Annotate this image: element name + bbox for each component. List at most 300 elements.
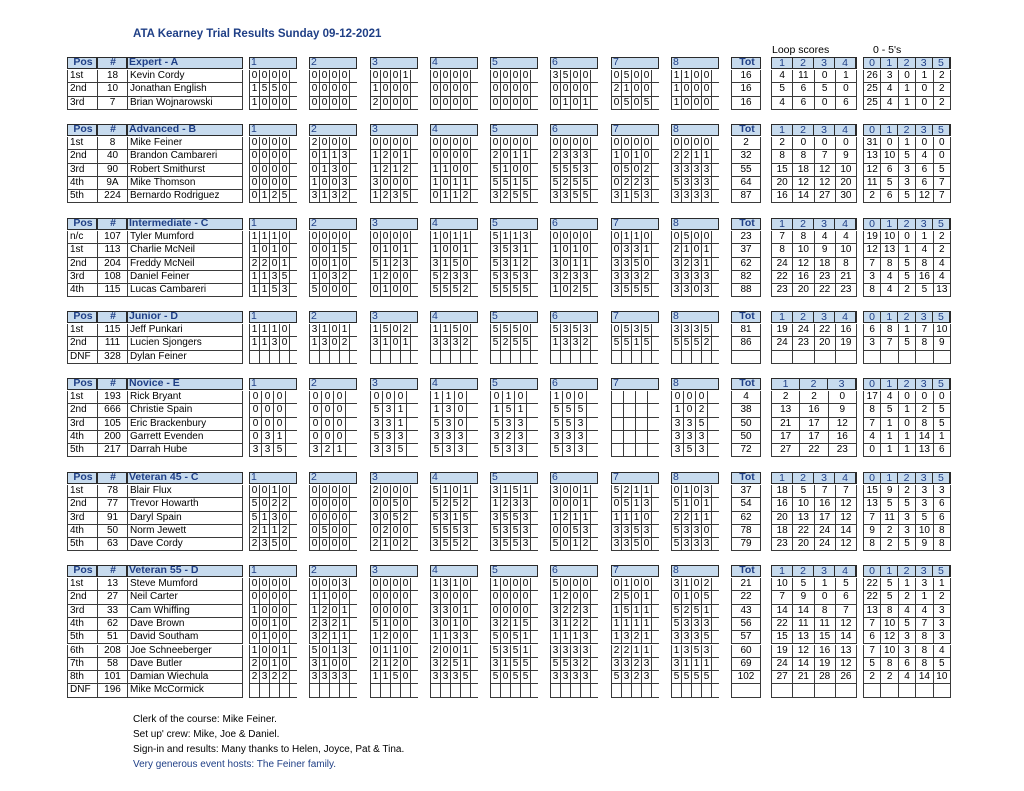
section-score-cell [611,444,659,457]
loop-digit: 0 [280,337,290,349]
section-score-cell [490,431,538,444]
section-score-cell [370,337,418,350]
loop-digit: 1 [330,258,340,270]
loop-digit: 0 [381,137,391,149]
loop-scores [771,444,857,457]
five-counts-value: 5 [881,591,898,603]
section-digits [491,244,538,256]
loop-scores-value: 18 [772,525,793,537]
loop-digit: 0 [260,137,270,149]
loop-digit: 3 [330,671,340,683]
loop-digit: 0 [340,97,350,109]
section-score-cell [430,150,478,163]
loop-digit: 1 [501,658,511,670]
header-five-5: 5 [933,125,950,135]
loop-digit: 3 [622,244,632,256]
rider-number-cell: 33 [97,605,127,618]
section-score-cell [370,671,418,684]
loop-digit: 1 [682,244,692,256]
position-cell: 3rd [67,512,97,525]
section-digits [491,591,538,603]
five-counts-value: 6 [934,444,951,456]
loop-digit: 0 [501,137,511,149]
section-score-cell [370,591,418,604]
loop-digit: 5 [622,498,632,510]
section-score-cell [370,618,418,631]
header-num: # [110,218,116,229]
rider-number-cell: 105 [97,418,127,431]
rider-number-cell: 108 [97,271,127,284]
loop-digit: 0 [682,137,692,149]
loop-digit: 2 [250,658,260,670]
section-score-cell [249,418,297,431]
section-digits [250,244,297,256]
five-counts-values [864,337,951,349]
loop-digit: 0 [391,244,401,256]
section-score-cell [611,150,659,163]
loop-digit: 3 [622,658,632,670]
loop-digit: 0 [692,137,702,149]
loop-scores-value: 17 [815,512,836,524]
loop-digit [320,684,330,696]
loop-scores-value: 22 [772,618,793,630]
loop-digit: 5 [491,258,501,270]
loop-digit: 1 [702,498,712,510]
five-counts-value: 5 [899,271,916,283]
section-score-cell [430,418,478,431]
loop-digit: 5 [672,618,682,630]
loop-digit: 5 [391,671,401,683]
loop-digit: 5 [274,444,286,456]
loop-digit [441,684,451,696]
header-section-8: 8 [673,57,679,68]
loop-digit: 0 [612,498,622,510]
loop-digit: 1 [642,485,652,497]
rider-number-cell: 113 [97,244,127,257]
loop-digit: 5 [622,605,632,617]
section-score-cell [309,512,357,525]
total-cell: 22 [731,591,761,604]
section-score-cell [550,337,598,350]
loop-digit: 0 [511,137,521,149]
loop-digit: 5 [491,645,501,657]
loop-digit: 0 [330,498,340,510]
loop-digit: 5 [632,190,642,202]
loop-digit: 1 [551,512,561,524]
loop-digit: 0 [320,137,330,149]
loop-scores-value: 6 [836,591,857,603]
loop-digit: 1 [431,177,441,189]
five-counts-value: 5 [899,337,916,349]
section-digits [250,658,297,670]
header-bar [771,565,857,577]
loop-digit [250,684,260,696]
header-section-8: 8 [673,124,679,135]
loop-digit: 0 [250,391,262,403]
section-digits [551,164,598,176]
rider-name-cell: Brian Wojnarowski [127,97,243,110]
five-counts-value: 8 [864,404,881,416]
loop-digit: 0 [310,391,322,403]
section-score-cell [611,631,659,644]
section-digits [612,525,659,537]
loop-digit: 5 [682,337,692,349]
header-bar [863,472,951,484]
loop-digit: 0 [441,591,451,603]
loop-digit: 0 [401,284,411,296]
section-digits [612,431,659,443]
loop-digit: 0 [310,498,320,510]
loop-digit: 3 [682,324,692,336]
five-counts-value: 13 [864,150,881,162]
section-score-cell [309,684,357,697]
loop-scores-value: 12 [836,498,857,510]
loop-digit: 0 [330,538,340,550]
loop-digit [636,391,648,403]
five-counts [863,137,951,150]
section-score-cell [430,631,478,644]
loop-digit [491,684,501,696]
loop-digit: 5 [642,337,652,349]
section-score-cell [611,404,659,417]
loop-digit: 1 [441,164,451,176]
loop-digit: 3 [330,164,340,176]
five-counts-value: 10 [916,525,933,537]
loop-digit: 0 [391,324,401,336]
loop-digit: 0 [491,83,501,95]
five-counts-value: 11 [864,177,881,189]
loop-digit: 1 [391,164,401,176]
section-digits [551,351,598,363]
section-digits [310,258,357,270]
loop-digit: 0 [391,177,401,189]
loop-scores [771,231,857,244]
five-counts-value: 5 [899,190,916,202]
section-digits [431,351,478,363]
section-digits [491,337,538,349]
loop-digit: 1 [391,645,401,657]
loop-scores-value: 21 [836,271,857,283]
loop-digit: 5 [511,658,521,670]
loop-digit: 1 [451,618,461,630]
loop-digit: 3 [581,150,591,162]
position-cell: 1st [67,137,97,150]
five-counts-value: 19 [864,231,881,243]
rider-number-cell: 111 [97,337,127,350]
loop-digit: 0 [461,591,471,603]
loop-scores-value: 27 [772,444,800,456]
loop-digit: 0 [381,605,391,617]
loop-digit: 0 [262,404,274,416]
five-counts [863,190,951,203]
loop-digit: 3 [581,631,591,643]
loop-digit: 1 [431,324,441,336]
loop-scores-value: 0 [836,137,857,149]
loop-digit [391,684,401,696]
loop-scores-value: 15 [772,164,793,176]
loop-digit: 2 [682,258,692,270]
loop-digit: 3 [280,284,290,296]
loop-digit: 1 [702,605,712,617]
section-digits [551,605,598,617]
loop-digit: 1 [320,324,330,336]
total-cell: 4 [731,391,761,404]
loop-digit: 0 [491,137,501,149]
loop-scores-value: 8 [815,605,836,617]
section-score-cell [430,231,478,244]
section-score-cell [430,164,478,177]
section-score-cell [550,150,598,163]
loop-digit [320,351,330,363]
header-bar [771,472,857,484]
loop-scores-value: 5 [793,578,814,590]
loop-digit: 0 [320,645,330,657]
section-score-cell [490,97,538,110]
section-digits [612,404,659,416]
loop-scores-value: 8 [772,244,793,256]
loop-digit: 1 [441,631,451,643]
five-counts-value: 8 [916,631,933,643]
section-score-cell [370,351,418,364]
rider-name-cell: Rick Bryant [127,391,243,404]
rider-name-cell: Eric Brackenbury [127,418,243,431]
section-digits [371,538,418,550]
loop-digit: 0 [612,164,622,176]
header-section-1: 1 [251,57,257,68]
loop-digit: 0 [371,391,383,403]
loop-digit: 2 [461,538,471,550]
section-score-cell [370,418,418,431]
loop-digit: 2 [672,244,682,256]
loop-digit: 3 [443,431,455,443]
loop-digit: 0 [672,137,682,149]
loop-digit: 3 [461,271,471,283]
loop-scores-value: 4 [772,70,793,82]
loop-digit: 1 [371,671,381,683]
section-digits [491,164,538,176]
loop-digit: 2 [632,658,642,670]
position-cell: DNF [67,684,97,697]
loop-digit: 0 [461,324,471,336]
five-counts-value: 9 [881,485,898,497]
section-score-cell [550,485,598,498]
loop-digit: 2 [612,645,622,657]
header-loop-1: 1 [772,473,793,483]
loop-digit: 0 [310,512,320,524]
five-counts-value: 0 [916,391,933,403]
five-counts [863,271,951,284]
position-cell: 3rd [67,97,97,110]
section-score-cell [370,498,418,511]
loop-digit: 0 [451,164,461,176]
loop-digit: 1 [371,324,381,336]
loop-digit: 3 [491,244,501,256]
loop-digit: 3 [696,444,708,456]
section-score-cell [490,177,538,190]
loop-digit: 1 [515,404,527,416]
header-five-3: 3 [916,379,933,389]
section-digits [431,271,478,283]
section-digits [491,525,538,537]
rider-number-cell: 115 [97,324,127,337]
section-digits [491,351,538,363]
section-digits [491,70,538,82]
rider-name-cell: Steve Mumford [127,578,243,591]
section-digits [491,605,538,617]
header-loop-3: 3 [814,566,835,576]
five-counts-value: 5 [899,498,916,510]
loop-digit: 0 [371,231,381,243]
loop-digit: 1 [395,404,407,416]
section-score-cell [309,70,357,83]
five-counts [863,351,951,364]
loop-digit: 5 [391,512,401,524]
position-cell: 5th [67,190,97,203]
section-score-cell [490,618,538,631]
loop-digit: 1 [551,631,561,643]
five-counts-value: 16 [916,271,933,283]
position-cell: 3rd [67,271,97,284]
loop-scores-values [772,70,857,82]
section-digits [431,618,478,630]
loop-digit: 3 [441,605,451,617]
section-digits [310,444,357,456]
loop-digit: 3 [340,578,350,590]
loop-digit: 1 [270,618,280,630]
loop-digit: 5 [441,538,451,550]
section-score-cell [611,177,659,190]
total-cell: 50 [731,431,761,444]
loop-digit: 0 [280,97,290,109]
loop-digit: 0 [612,244,622,256]
loop-scores-value: 26 [836,671,857,683]
loop-digit: 0 [581,578,591,590]
section-score-cell [309,418,357,431]
loop-digit: 5 [511,190,521,202]
five-counts [863,525,951,538]
five-counts-value: 6 [864,324,881,336]
loop-digit: 1 [622,190,632,202]
loop-digit: 3 [672,271,682,283]
loop-digit: 2 [622,645,632,657]
position-cell: 5th [67,631,97,644]
loop-digit: 1 [571,538,581,550]
rider-name-cell: Tyler Mumford [127,231,243,244]
loop-scores-value: 12 [836,658,857,670]
section-score-cell [430,591,478,604]
section-digits [612,485,659,497]
section-score-cell [611,418,659,431]
header-section-1: 1 [251,218,257,229]
rider-name-cell: Joe Schneeberger [127,645,243,658]
section-score-cell [370,645,418,658]
section-digits [431,658,478,670]
section-score-cell [370,190,418,203]
loop-digit: 0 [330,591,340,603]
five-counts-value: 0 [899,418,916,430]
header-section-8: 8 [673,565,679,576]
loop-scores-value: 19 [836,337,857,349]
position-cell: 2nd [67,258,97,271]
section-digits [491,137,538,149]
loop-digit: 0 [270,177,280,189]
section-digits [672,418,719,430]
rider-name-cell: Lucien Sjongers [127,337,243,350]
loop-scores-value: 16 [815,645,836,657]
loop-digit [624,431,636,443]
loop-digit: 0 [491,591,501,603]
five-counts-value: 4 [864,431,881,443]
loop-digit: 2 [260,258,270,270]
loop-scores-value: 13 [793,512,814,524]
total-cell: 43 [731,605,761,618]
five-counts-value: 4 [881,83,898,95]
loop-digit: 1 [692,658,702,670]
loop-digit [632,351,642,363]
loop-scores-value: 17 [772,431,800,443]
loop-scores-values [772,284,857,296]
header-num: # [110,311,116,322]
loop-digit: 1 [320,591,330,603]
section-digits [310,337,357,349]
rider-number-cell: 51 [97,631,127,644]
loop-digit: 1 [270,244,280,256]
loop-digit [624,404,636,416]
section-digits [431,578,478,590]
loop-digit: 5 [501,284,511,296]
loop-scores [771,284,857,297]
loop-digit: 0 [260,97,270,109]
section-score-cell [430,190,478,203]
header-section-2: 2 [311,378,317,389]
loop-digit: 0 [571,591,581,603]
loop-digit: 2 [501,190,511,202]
section-digits [371,231,418,243]
loop-digit: 3 [501,271,511,283]
loop-digit: 0 [250,137,260,149]
rider-name-cell: Robert Smithurst [127,164,243,177]
section-score-cell [370,684,418,697]
section-digits [371,591,418,603]
header-five-1: 1 [881,566,898,576]
loop-digit: 1 [260,512,270,524]
header-section-2: 2 [311,311,317,322]
section-score-cell [490,578,538,591]
loop-digit: 0 [431,150,441,162]
loop-digit: 0 [280,324,290,336]
rider-name-cell: Christie Spain [127,404,243,417]
loop-digit: 1 [642,618,652,630]
loop-digit: 0 [334,418,346,430]
header-loop-4: 4 [835,473,856,483]
section-score-cell [671,485,719,498]
header-num: # [110,565,116,576]
loop-scores-value: 20 [793,284,814,296]
loop-digit: 1 [340,631,350,643]
header-section-6: 6 [552,565,558,576]
loop-digit: 1 [250,284,260,296]
loop-digit: 3 [682,190,692,202]
loop-digit: 3 [692,271,702,283]
section-score-cell [611,538,659,551]
section-score-cell [249,684,297,697]
loop-digit: 1 [270,231,280,243]
five-counts-value: 13 [881,244,898,256]
loop-digit: 0 [310,578,320,590]
section-digits [431,525,478,537]
loop-scores-value: 8 [793,231,814,243]
loop-digit: 0 [451,645,461,657]
